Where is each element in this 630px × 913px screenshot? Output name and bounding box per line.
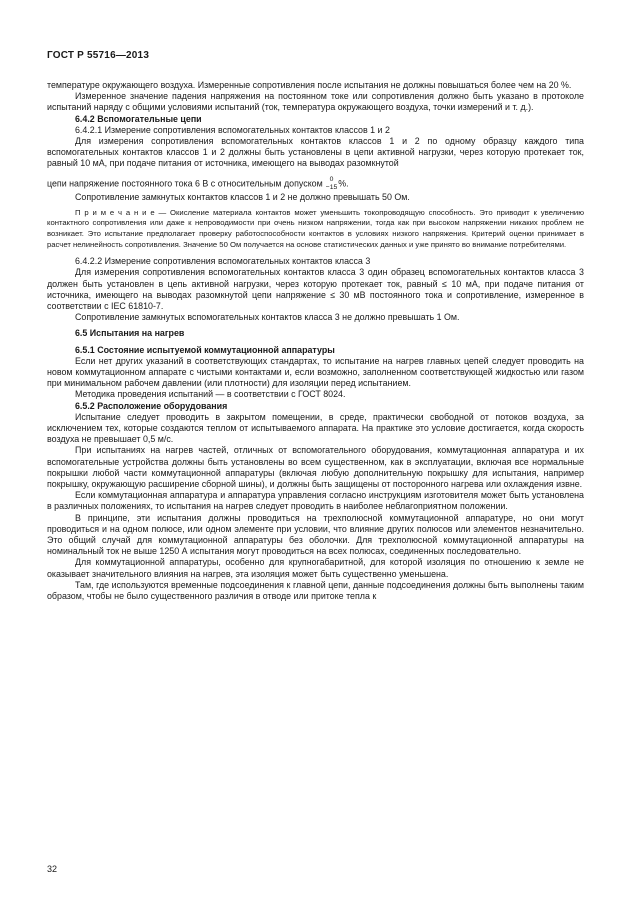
paragraph: В принципе, эти испытания должны проводиться на трехполюсной коммутационной аппаратуре, но они могут проводиться и на одном полюсе, или одном элементе при условии, что влияние других полюсов или элементов незначительно. Это общий случай для коммутационной аппаратуры без оболочки. Для трехполюсной коммутационной аппаратуры на номинальный ток не выше 1250 А испытания могут проводиться на всех полюсах, соединенных последовательно.: [47, 512, 584, 557]
paragraph: Сопротивление замкнутых вспомогательных контактов класса 3 не должно превышать 1 Ом.: [75, 312, 460, 323]
running-header: ГОСТ Р 55716—2013: [47, 50, 150, 61]
page-number: 32: [47, 864, 58, 874]
section-heading-6-4-2: 6.4.2 Вспомогательные цепи: [75, 113, 202, 124]
section-heading-6-5: 6.5 Испытания на нагрев: [75, 328, 185, 339]
subsection-title-6-4-2-1: 6.4.2.1 Измерение сопротивления вспомогательных контактов классов 1 и 2: [75, 124, 390, 135]
tolerance-fraction: [326, 176, 338, 192]
paragraph: Испытание следует проводить в закрытом помещении, в среде, практически свободной от потоков воздуха, за исключением тех, которые создаются теплом от испытываемого аппарата. На практике это условие достигается, когда скорость воздуха не превышает 0,5 м/с.: [47, 411, 584, 445]
page-body: [47, 80, 584, 602]
paragraph: Если нет других указаний в соответствующих стандартах, то испытание на нагрев главных цепей следует проводить на новом коммутационном аппарате с чистыми контактами и, если возможно, заполненном соответствующей жидкостью или газом при минимальном рабочем давлении (или плотности) для изоляции перед испытанием.: [47, 355, 584, 389]
paragraph: Измеренное значение падения напряжения на постоянном токе или сопротивления должно быть указано в протоколе испытаний наряду с общими условиями испытаний (ток, температура окружающего воздуха, точки измерений и т. д.).: [47, 91, 584, 113]
tolerance-upper: 0: [329, 175, 334, 183]
subsection-title-6-4-2-2: 6.4.2.2 Измерение сопротивления вспомогательных контактов класса 3: [75, 256, 371, 267]
paragraph: При испытаниях на нагрев частей, отличных от вспомогательного оборудования, коммутационная аппаратура и их вспомогательные устройства должны быть установлены во всем существенном, как в эксплуатации, включая все нормальные покрышки любой части коммутационной аппаратуры (включая любую дополнительную покрышку для испытания, например покрышку, окружающую расширение сборной шины), и должны быть защищены от посторонного нагрева или охлаждения извне.: [47, 445, 584, 490]
paragraph: Методика проведения испытаний — в соответствии с ГОСТ 8024.: [75, 389, 346, 400]
paragraph: Сопротивление замкнутых контактов классов 1 и 2 не должно превышать 50 Ом.: [75, 191, 410, 202]
paragraph: Для измерения сопротивления вспомогательных контактов класса 3 один образец вспомогательных контактов класса 3 должен быть установлен в цепь активной нагрузки, через которую протекает ток, равный ≤ 10 мА, при подаче питания от источника, имеющего на выводах разомкнутой цепи напряжение ≤ 30 мВ постоянного тока и сопротивление, измеренное в соответствии с IEC 61810-7.: [47, 267, 584, 312]
paragraph: Если коммутационная аппаратура и аппаратура управления согласно инструкциям изготовителя может быть установлена в различных положениях, то испытания на нагрев следует проводить в наиболее неблагоприятном положении.: [47, 490, 584, 512]
tolerance-text: цепи напряжение постоянного тока 6 В с относительным допуском: [47, 177, 323, 188]
paragraph: Там, где используются временные подсоединения к главной цепи, данные подсоединения должны быть выполнены таким образом, чтобы не было существенного различия в отводе или притоке тепла к: [47, 579, 584, 602]
paragraph: Для коммутационной аппаратуры, особенно для крупногабаритной, для которой изоляция по отношению к земле не оказывает значительного влияния на нагрев, эта изоляция может быть существенно уменьшена.: [47, 557, 584, 579]
note-block: П р и м е ч а н и е — Окисление материала контактов может уменьшить токопроводящую способность. Это приводит к увеличению контактного сопротивления или даже к непроводимости при очень низком напряжении, тогда как при высоком напряжении никаких проблем не возникает. Это испытание предполагает проверку работоспособности контактов в условиях низкого напряжения. Критерий оценки принимает в расчет нелинейность сопротивления. Значение 50 Ом получается на основе статистических данных и уже принято во внимание потребителями.: [47, 207, 584, 249]
paragraph: температуре окружающего воздуха. Измеренные сопротивления после испытания не должны повышаться более чем на 20 %.: [47, 80, 572, 90]
tolerance-line: [47, 176, 584, 192]
section-heading-6-5-2: 6.5.2 Расположение оборудования: [75, 400, 228, 411]
tolerance-unit: %.: [338, 177, 349, 188]
paragraph: Для измерения сопротивления вспомогательных контактов классов 1 и 2 по одному образцу каждого типа вспомогательных контактов классов 1 и 2 должны быть установлены в цепи активной нагрузки, через которую протекает ток, равный 10 мА, при подаче питания от источника, имеющего на выводах разомкнутой: [47, 136, 584, 169]
section-heading-6-5-1: 6.5.1 Состояние испытуемой коммутационной аппаратуры: [75, 344, 335, 355]
tolerance-lower: −15: [325, 183, 338, 191]
